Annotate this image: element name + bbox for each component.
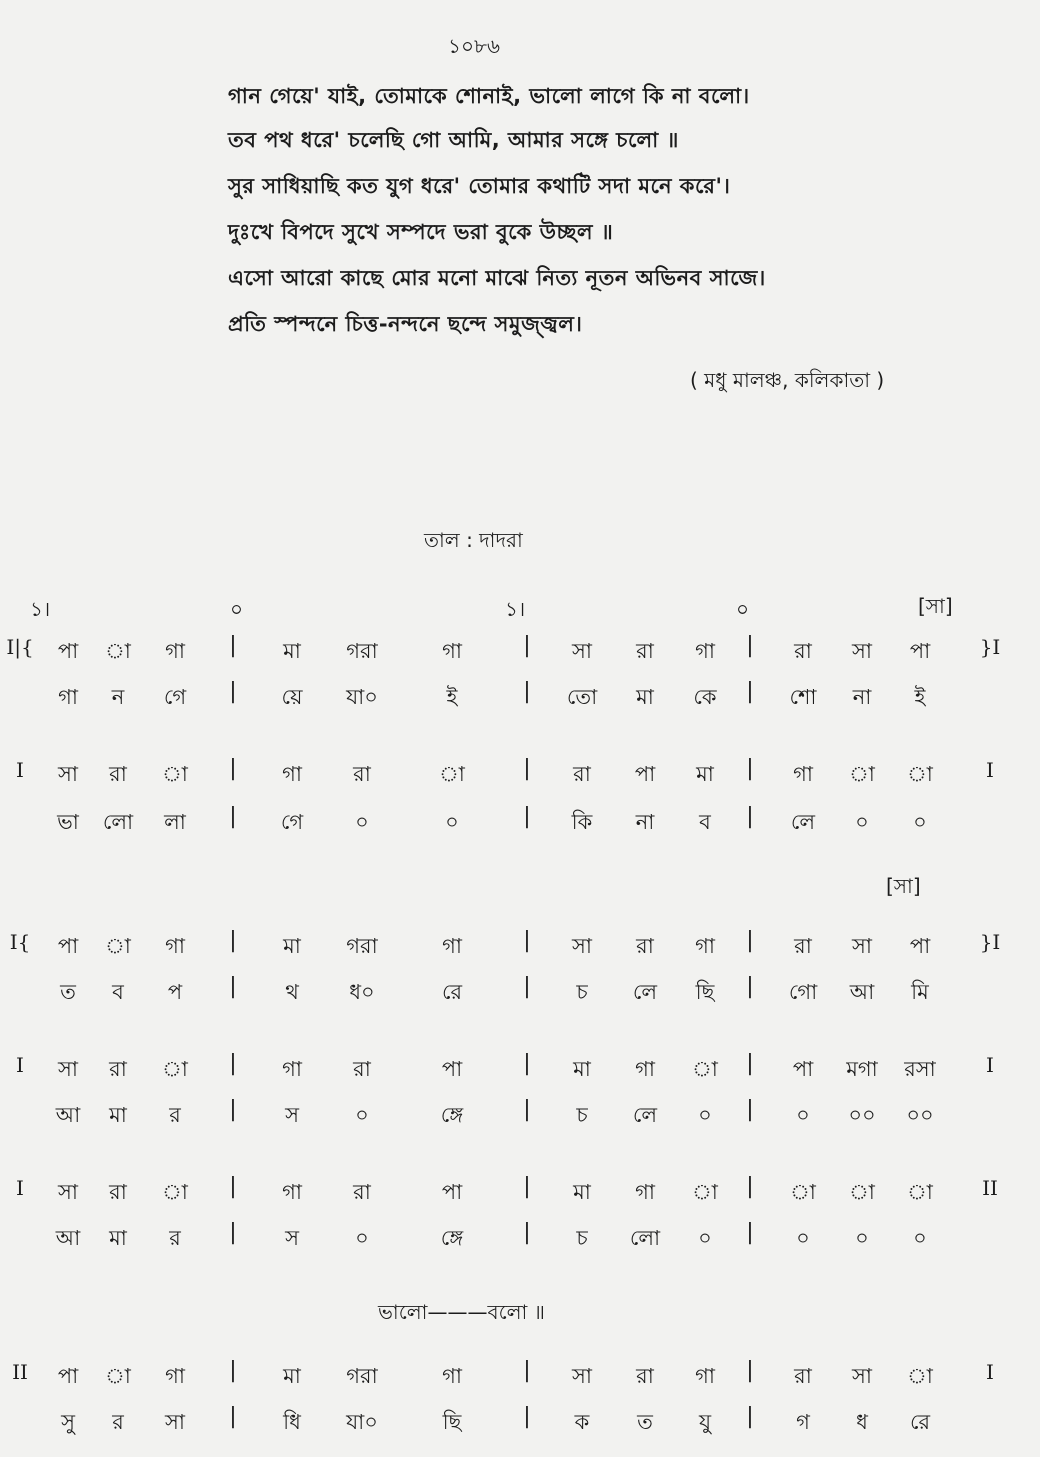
lyric-syllable: লে xyxy=(632,980,658,1004)
lyric-syllable: না xyxy=(635,810,655,834)
lyric-syllable: লা xyxy=(164,810,186,834)
lyric-syllable: ভা xyxy=(57,810,79,834)
bar-line: | xyxy=(746,633,754,658)
lyric-syllable: গে xyxy=(163,685,187,709)
section-close-mark: I xyxy=(986,1053,994,1077)
lyric-syllable: ছি xyxy=(442,1410,462,1434)
sa-mark: [সা] xyxy=(918,594,953,618)
swara-note: রা xyxy=(636,639,654,663)
swara-note: সা xyxy=(572,639,592,663)
bar-line: | xyxy=(523,1358,531,1383)
swara-note: গরা xyxy=(346,1364,378,1388)
lyric-syllable: মি xyxy=(911,980,929,1004)
lyric-line: তব পথ ধরে' চলেছি গো আমি, আমার সঙ্গে চলো ॥ xyxy=(228,128,679,152)
section-close-mark: }I xyxy=(979,635,1001,659)
bar-line: | xyxy=(229,1404,237,1429)
swara-note: সা xyxy=(58,762,78,786)
swara-note: পা xyxy=(792,1057,814,1081)
swara-note: মা xyxy=(283,639,301,663)
swara-note: সা xyxy=(852,1364,872,1388)
lyric-syllable: ধ০ xyxy=(349,980,375,1004)
swara-note: া xyxy=(105,934,131,958)
lyric-line: সুর সাধিয়াছি কত যুগ ধরে' তোমার কথাটি সদা মনে করে'। xyxy=(228,174,731,198)
bar-line: | xyxy=(746,1220,754,1245)
swara-note: গরা xyxy=(346,934,378,958)
lyric-syllable: স xyxy=(285,1226,299,1250)
lyric-syllable: গে xyxy=(280,810,304,834)
lyric-syllable: মা xyxy=(109,1103,127,1127)
beat-mark: ০ xyxy=(736,597,750,621)
swara-note: সা xyxy=(852,934,872,958)
separator-line: ভালো———বলো ॥ xyxy=(378,1300,545,1324)
swara-note: গা xyxy=(695,639,715,663)
swara-note: গা xyxy=(695,1364,715,1388)
tala-heading: তাল : দাদরা xyxy=(424,528,523,552)
swara-note: া xyxy=(790,1180,816,1204)
swara-note: গা xyxy=(282,1180,302,1204)
swara-note: পা xyxy=(57,934,79,958)
swara-note: া xyxy=(907,762,933,786)
page-number: ১০৮৬ xyxy=(448,34,500,58)
swara-note: া xyxy=(439,762,465,786)
section-close-mark: }I xyxy=(979,930,1001,954)
bar-line: | xyxy=(523,974,531,999)
lyric-syllable: র xyxy=(169,1103,181,1127)
bar-line: | xyxy=(523,756,531,781)
swara-note: সা xyxy=(572,1364,592,1388)
lyric-syllable: ত xyxy=(637,1410,653,1434)
lyric-syllable: ০ xyxy=(355,1103,369,1127)
bar-line: | xyxy=(746,1097,754,1122)
swara-note: রা xyxy=(794,639,812,663)
lyric-syllable: ঙ্গে xyxy=(440,1103,464,1127)
lyric-syllable: থ xyxy=(285,980,299,1004)
lyric-syllable: ছি xyxy=(695,980,715,1004)
swara-note: পা xyxy=(57,1364,79,1388)
lyric-syllable: ০ xyxy=(796,1103,810,1127)
lyric-syllable: ক xyxy=(574,1410,590,1434)
lyric-syllable: লে xyxy=(790,810,816,834)
section-open-mark: I xyxy=(16,1053,24,1077)
bar-line: | xyxy=(523,1097,531,1122)
section-open-mark: II xyxy=(12,1360,28,1384)
lyric-syllable: গ xyxy=(796,1410,810,1434)
lyric-syllable: ০ xyxy=(698,1226,712,1250)
lyric-syllable: কি xyxy=(571,810,593,834)
swara-note: গা xyxy=(282,1057,302,1081)
lyric-syllable: ০ xyxy=(913,1226,927,1250)
bar-line: | xyxy=(229,633,237,658)
swara-note: গা xyxy=(282,762,302,786)
lyric-syllable: ব xyxy=(699,810,711,834)
section-close-mark: I xyxy=(986,1360,994,1384)
swara-note: পা xyxy=(909,639,931,663)
bar-line: | xyxy=(229,1174,237,1199)
swara-note: পা xyxy=(909,934,931,958)
swara-note: মা xyxy=(573,1180,591,1204)
swara-note: গা xyxy=(442,639,462,663)
lyric-syllable: ০০ xyxy=(848,1103,876,1127)
lyric-line: প্রতি স্পন্দনে চিত্ত-নন্দনে ছন্দে সমুজ্জ্বল। xyxy=(228,312,583,336)
swara-note: রা xyxy=(573,762,591,786)
bar-line: | xyxy=(523,1404,531,1429)
swara-note: া xyxy=(162,762,188,786)
swara-note: গা xyxy=(793,762,813,786)
swara-note: া xyxy=(105,1364,131,1388)
lyric-syllable: ০ xyxy=(855,810,869,834)
lyric-syllable: মা xyxy=(636,685,654,709)
swara-note: মা xyxy=(573,1057,591,1081)
bar-line: | xyxy=(229,974,237,999)
swara-note: গা xyxy=(695,934,715,958)
bar-line: | xyxy=(523,1220,531,1245)
lyric-line: গান গেয়ে' যাই, তোমাকে শোনাই, ভালো লাগে কি না বলো। xyxy=(228,84,750,108)
swara-note: গা xyxy=(165,639,185,663)
bar-line: | xyxy=(229,1051,237,1076)
lyric-syllable: ০ xyxy=(698,1103,712,1127)
lyric-syllable: চ xyxy=(576,1226,588,1250)
bar-line: | xyxy=(746,1051,754,1076)
lyric-syllable: আ xyxy=(55,1226,81,1250)
lyric-syllable: ধি xyxy=(283,1410,301,1434)
swara-note: গরা xyxy=(346,639,378,663)
bar-line: | xyxy=(746,928,754,953)
lyric-syllable: ত xyxy=(60,980,76,1004)
lyric-syllable: লো xyxy=(629,1226,661,1250)
bar-line: | xyxy=(523,928,531,953)
swara-note: পা xyxy=(441,1180,463,1204)
bar-line: | xyxy=(523,1174,531,1199)
swara-note: রসা xyxy=(904,1057,936,1081)
beat-mark: ০ xyxy=(230,597,244,621)
bar-line: | xyxy=(746,804,754,829)
section-open-mark: I|{ xyxy=(6,635,34,659)
section-open-mark: I{ xyxy=(9,930,31,954)
bar-line: | xyxy=(229,1220,237,1245)
swara-note: রা xyxy=(109,1180,127,1204)
bar-line: | xyxy=(746,679,754,704)
swara-note: া xyxy=(105,639,131,663)
swara-note: গা xyxy=(442,934,462,958)
swara-note: া xyxy=(849,1180,875,1204)
beat-mark: ১। xyxy=(505,597,526,621)
lyric-line: দুঃখে বিপদে সুখে সম্পদে ভরা বুকে উচ্ছল ॥ xyxy=(228,220,614,244)
bar-line: | xyxy=(229,928,237,953)
swara-note: মগা xyxy=(846,1057,878,1081)
lyric-syllable: যা০ xyxy=(346,1410,378,1434)
lyric-syllable: রে xyxy=(441,980,463,1004)
lyric-syllable: সু xyxy=(61,1410,75,1434)
bar-line: | xyxy=(746,1358,754,1383)
swara-note: রা xyxy=(353,1180,371,1204)
swara-note: সা xyxy=(572,934,592,958)
swara-note: গা xyxy=(635,1180,655,1204)
bar-line: | xyxy=(746,756,754,781)
source-credit: ( মধু মালঞ্চ, কলিকাতা ) xyxy=(690,368,885,392)
lyric-syllable: না xyxy=(852,685,872,709)
swara-note: গা xyxy=(165,934,185,958)
lyric-syllable: ০ xyxy=(445,810,459,834)
swara-note: রা xyxy=(636,934,654,958)
bar-line: | xyxy=(746,974,754,999)
swara-note: গা xyxy=(635,1057,655,1081)
lyric-syllable: স xyxy=(285,1103,299,1127)
lyric-syllable: গা xyxy=(58,685,78,709)
swara-note: মা xyxy=(283,934,301,958)
swara-note: রা xyxy=(353,1057,371,1081)
section-open-mark: I xyxy=(16,1176,24,1200)
swara-note: গা xyxy=(165,1364,185,1388)
lyric-syllable: যু xyxy=(698,1410,712,1434)
swara-note: রা xyxy=(794,934,812,958)
lyric-syllable: যা০ xyxy=(346,685,378,709)
swara-note: া xyxy=(162,1180,188,1204)
lyric-syllable: আ xyxy=(55,1103,81,1127)
lyric-syllable: তো xyxy=(566,685,598,709)
lyric-syllable: ০ xyxy=(355,1226,369,1250)
swara-note: রা xyxy=(794,1364,812,1388)
swara-note: পা xyxy=(57,639,79,663)
swara-note: রা xyxy=(636,1364,654,1388)
bar-line: | xyxy=(229,756,237,781)
lyric-syllable: রে xyxy=(909,1410,931,1434)
lyric-syllable: য়ে xyxy=(281,685,303,709)
lyric-syllable: ০ xyxy=(796,1226,810,1250)
swara-note: সা xyxy=(58,1057,78,1081)
swara-note: রা xyxy=(109,762,127,786)
swara-note: সা xyxy=(58,1180,78,1204)
lyric-syllable: ন xyxy=(111,685,125,709)
swara-note: মা xyxy=(283,1364,301,1388)
swara-note: া xyxy=(692,1057,718,1081)
lyric-syllable: গো xyxy=(788,980,818,1004)
bar-line: | xyxy=(523,679,531,704)
swara-note: রা xyxy=(353,762,371,786)
lyric-syllable: মা xyxy=(109,1226,127,1250)
lyric-syllable: ০ xyxy=(855,1226,869,1250)
section-close-mark: I xyxy=(986,758,994,782)
swara-note: া xyxy=(692,1180,718,1204)
lyric-syllable: চ xyxy=(576,1103,588,1127)
lyric-syllable: ০০ xyxy=(906,1103,934,1127)
lyric-syllable: র xyxy=(112,1410,124,1434)
lyric-syllable: ব xyxy=(112,980,124,1004)
lyric-syllable: শো xyxy=(789,685,817,709)
bar-line: | xyxy=(523,1051,531,1076)
swara-note: পা xyxy=(441,1057,463,1081)
swara-note: গা xyxy=(442,1364,462,1388)
lyric-syllable: ধ xyxy=(856,1410,868,1434)
bar-line: | xyxy=(523,633,531,658)
section-close-mark: II xyxy=(982,1176,998,1200)
bar-line: | xyxy=(746,1404,754,1429)
section-open-mark: I xyxy=(16,758,24,782)
lyric-syllable: ঙ্গে xyxy=(440,1226,464,1250)
swara-note: পা xyxy=(634,762,656,786)
lyric-syllable: লো xyxy=(102,810,134,834)
lyric-syllable: ০ xyxy=(913,810,927,834)
swara-note: া xyxy=(162,1057,188,1081)
swara-note: মা xyxy=(696,762,714,786)
lyric-syllable: ০ xyxy=(355,810,369,834)
lyric-syllable: ই xyxy=(914,685,926,709)
lyric-syllable: ই xyxy=(446,685,458,709)
swara-note: রা xyxy=(109,1057,127,1081)
lyric-line: এসো আরো কাছে মোর মনো মাঝে নিত্য নূতন অভিনব সাজে। xyxy=(228,266,766,290)
sa-mark: [সা] xyxy=(886,874,921,898)
swara-note: া xyxy=(849,762,875,786)
lyric-syllable: আ xyxy=(849,980,875,1004)
bar-line: | xyxy=(229,679,237,704)
lyric-syllable: র xyxy=(169,1226,181,1250)
lyric-syllable: চ xyxy=(576,980,588,1004)
lyric-syllable: প xyxy=(167,980,183,1004)
bar-line: | xyxy=(746,1174,754,1199)
beat-mark: ১। xyxy=(30,597,51,621)
lyric-syllable: লে xyxy=(632,1103,658,1127)
swara-note: া xyxy=(907,1364,933,1388)
lyric-syllable: সা xyxy=(165,1410,185,1434)
bar-line: | xyxy=(523,804,531,829)
swara-note: সা xyxy=(852,639,872,663)
bar-line: | xyxy=(229,1097,237,1122)
swara-note: া xyxy=(907,1180,933,1204)
lyric-syllable: কে xyxy=(693,685,717,709)
bar-line: | xyxy=(229,1358,237,1383)
bar-line: | xyxy=(229,804,237,829)
